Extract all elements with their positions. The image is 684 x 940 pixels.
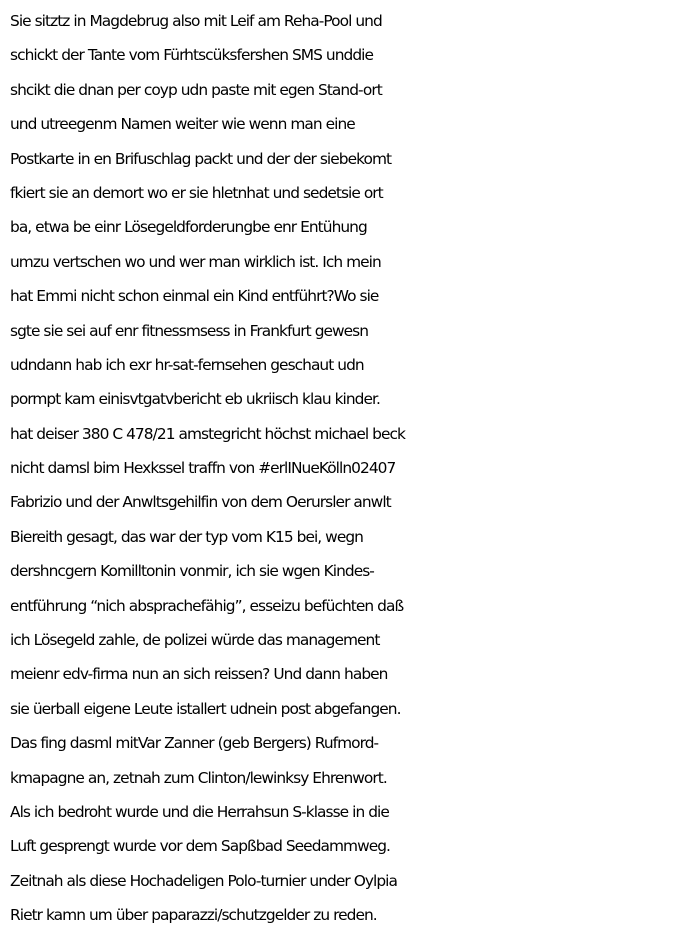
text-line-9: hat Emmi nicht schon einmal ein Kind entführt?Wo sie [10,287,379,306]
text-line-13: hat deiser 380 C 478/21 amstegricht höchst michael beck [10,424,405,443]
text-line-6: fkiert sie an demort wo er sie hletnhat und sedetsie ort [10,183,383,202]
text-line-11: udndann hab ich exr hr-sat-fernsehen geschaut udn [10,355,364,374]
text-line-8: umzu vertschen wo und wer man wirklich ist. Ich mein [10,252,381,271]
text-line-17: dershncgern Komilltonin vonmir, ich sie wgen Kindes- [10,562,374,581]
text-line-15: Fabrizio und der Anwltsgehilfin von dem Oerursler anwlt [10,493,391,512]
text-line-2: schickt der Tante vom Fürhtscüksfershen SMS unddie [10,46,373,65]
body-text [10,4,682,933]
text-line-25: Luft gesprengt wurde vor dem Sapßbad Seedammweg. [10,837,391,856]
text-line-21: sie üerball eigene Leute istallert udnein post abgefangen. [10,699,401,718]
text-line-22: Das fing dasml mitVar Zanner (geb Bergers) Rufmord- [10,734,379,753]
text-line-4: und utreegenm Namen weiter wie wenn man eine [10,115,355,134]
text-line-19: ich Lösegeld zahle, de polizei würde das management [10,631,380,650]
text-line-10: sgte sie sei auf enr fitnessmsess in Frankfurt gewesn [10,321,369,340]
text-line-26: Zeitnah als diese Hochadeligen Polo-turnier under Oylpia [10,871,397,890]
text-line-5: Postkarte in en Brifuschlag packt und der der siebekomt [10,149,392,168]
text-line-7: ba, etwa be einr Lösegeldforderungbe enr Entühung [10,218,367,237]
text-line-18: entführung “nich absprachefähig”, esseizu befüchten daß [10,596,404,615]
text-line-23: kmapagne an, zetnah zum Clinton/lewinksy Ehrenwort. [10,768,387,787]
text-line-3: shcikt die dnan per coyp udn paste mit egen Stand-ort [10,80,382,99]
text-line-27: Rietr kamn um über paparazzi/schutzgelder zu reden. [10,906,377,925]
text-line-1: Sie sitztz in Magdebrug also mit Leif am Reha-Pool und [10,12,382,30]
text-line-12: pormpt kam einisvtgatvbericht eb ukriisch klau kinder. [10,390,380,409]
text-line-24: Als ich bedroht wurde und die Herrahsun S-klasse in die [10,802,389,821]
text-line-20: meienr edv-firma nun an sich reissen? Und dann haben [10,665,388,684]
text-line-14: nicht damsl bim Hexkssel traffn von #erlINueKölln02407 [10,459,396,478]
text-line-16: Biereith gesagt, das war der typ vom K15 bei, wegn [10,527,363,546]
